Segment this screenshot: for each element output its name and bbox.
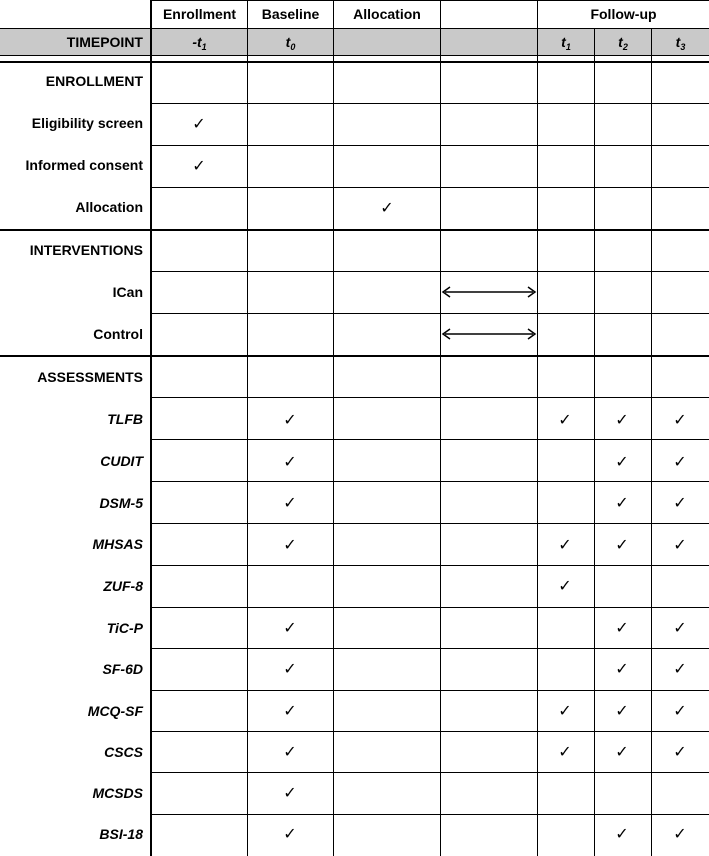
check-mark-icon: ✓ [673,535,687,554]
check-mark-icon: ✓ [673,410,687,429]
check-mark-icon: ✓ [558,535,572,554]
control-duration-arrow [441,327,537,341]
check-mark-icon: ✓ [615,410,629,429]
timepoint-base: t [618,34,623,50]
row-divider [150,0,709,1]
check-mark-icon: ✓ [615,742,629,761]
col-divider [537,0,538,856]
row-divider [150,397,709,398]
check-mark-icon: ✓ [283,783,297,802]
header-follow-up: Follow-up [590,6,657,22]
row-ican: ICan [112,284,143,300]
check-mark-icon: ✓ [673,742,687,761]
col-divider [333,0,334,856]
row-divider [0,28,709,29]
header-baseline: Baseline [261,6,320,22]
row-divider [150,814,709,815]
check-mark-icon: ✓ [615,659,629,678]
timepoint-base: -t [192,34,202,50]
section-assessments: ASSESSMENTS [37,369,143,385]
row-informed-consent: Informed consent [25,157,143,173]
timepoint-sub: 2 [622,42,628,52]
check-mark-icon: ✓ [615,618,629,637]
check-mark-icon: ✓ [380,198,394,217]
row-mcsds: MCSDS [92,785,143,801]
col-divider [247,0,248,856]
check-mark-icon: ✓ [283,535,297,554]
row-divider [150,565,709,566]
section-divider [0,229,709,231]
timepoint-followup-2 [595,34,651,52]
row-divider [150,731,709,732]
row-sf6d: SF-6D [102,661,143,677]
row-divider [150,607,709,608]
row-eligibility-screen: Eligibility screen [31,115,143,131]
row-divider [150,772,709,773]
check-mark-icon: ✓ [673,493,687,512]
row-divider [150,439,709,440]
timepoint-followup-3 [652,34,709,52]
row-divider [150,690,709,691]
row-bsi18: BSI-18 [99,826,143,842]
row-dsm5: DSM-5 [99,495,143,511]
check-mark-icon: ✓ [558,410,572,429]
check-mark-icon: ✓ [673,659,687,678]
row-divider [150,523,709,524]
check-mark-icon: ✓ [283,410,297,429]
timepoint-base: t [285,34,291,50]
check-mark-icon: ✓ [283,742,297,761]
timepoint-label: TIMEPOINT [66,34,143,50]
row-mcqsf: MCQ-SF [87,703,143,719]
row-divider [150,481,709,482]
check-mark-icon: ✓ [673,701,687,720]
check-mark-icon: ✓ [283,493,297,512]
check-mark-icon: ✓ [283,618,297,637]
timepoint-sub: 1 [565,42,571,52]
section-interventions: INTERVENTIONS [29,242,143,258]
section-divider [0,61,709,63]
timepoint-baseline [248,34,333,52]
check-mark-icon: ✓ [192,114,206,133]
header-enrollment: Enrollment [162,6,237,22]
timepoint-enrollment [152,34,247,52]
section-divider [0,355,709,357]
check-mark-icon: ✓ [673,618,687,637]
row-cudit: CUDIT [100,453,143,469]
check-mark-icon: ✓ [558,701,572,720]
timepoint-base: t [561,34,566,50]
row-tlfb: TLFB [107,411,143,427]
row-mhsas: MHSAS [92,536,143,552]
check-mark-icon: ✓ [615,535,629,554]
check-mark-icon: ✓ [615,493,629,512]
check-mark-icon: ✓ [558,742,572,761]
check-mark-icon: ✓ [673,824,687,843]
check-mark-icon: ✓ [673,452,687,471]
check-mark-icon: ✓ [283,452,297,471]
check-mark-icon: ✓ [283,659,297,678]
row-divider [0,55,709,56]
row-divider [150,313,709,314]
row-cscs: CSCS [104,744,143,760]
ican-duration-arrow [441,285,537,299]
timepoint-base: t [675,34,681,50]
row-divider [150,187,709,188]
row-allocation: Allocation [75,199,143,215]
row-divider [150,271,709,272]
timepoint-sub: 1 [201,42,207,52]
check-mark-icon: ✓ [615,701,629,720]
row-divider [150,145,709,146]
header-allocation: Allocation [353,6,421,22]
col-divider [150,0,152,856]
check-mark-icon: ✓ [615,452,629,471]
check-mark-icon: ✓ [615,824,629,843]
timepoint-followup-1 [538,34,594,52]
row-divider [150,103,709,104]
col-divider [440,0,441,856]
row-control: Control [93,326,143,342]
row-zuf8: ZUF-8 [103,578,143,594]
check-mark-icon: ✓ [283,701,297,720]
timepoint-sub: 3 [680,42,686,52]
check-mark-icon: ✓ [283,824,297,843]
row-divider [150,648,709,649]
timepoint-sub: 0 [290,42,296,52]
section-enrollment: ENROLLMENT [45,73,143,89]
row-ticp: TiC-P [106,620,143,636]
check-mark-icon: ✓ [192,156,206,175]
check-mark-icon: ✓ [558,576,572,595]
